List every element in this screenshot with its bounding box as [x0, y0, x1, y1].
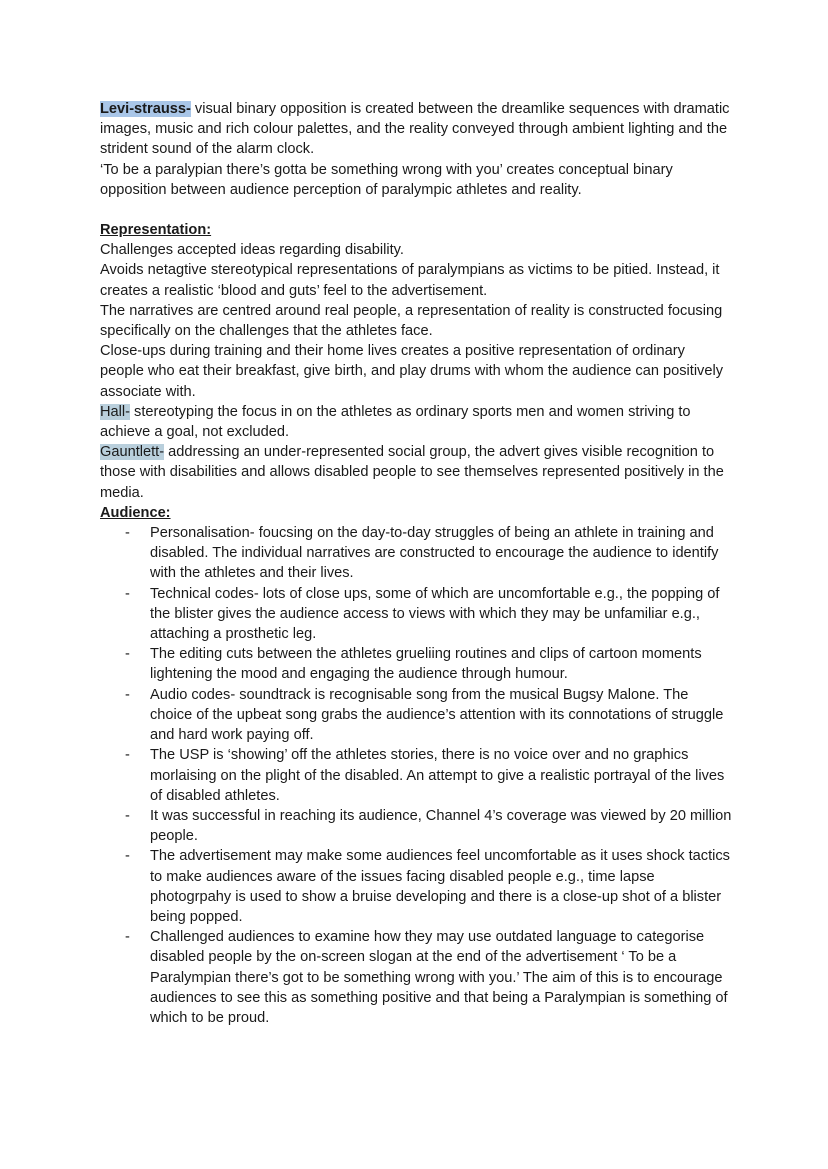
list-item-text: It was successful in reaching its audience, Channel 4’s coverage was viewed by 20 million people.	[150, 807, 732, 845]
bullet-dash: -	[125, 646, 130, 663]
levi-strauss-term: Levi-strauss-	[100, 101, 191, 117]
representation-line: Challenges accepted ideas regarding disability.	[100, 242, 404, 259]
hall-paragraph	[100, 402, 732, 442]
representation-line: Close-ups during training and their home lives creates a positive representation of ordinary people who eat their breakfast, give birth, and play drums with whom the audience can positively associate with.	[100, 343, 724, 400]
audience-heading: Audience:	[100, 504, 171, 521]
list-item	[100, 806, 732, 846]
representation-line: Avoids netagtive stereotypical representations of paralympians as victims to be pitied. Instead, it creates a realistic ‘blood and guts’ feel to the advertisement.	[100, 262, 720, 299]
spacer	[100, 200, 732, 220]
representation-line: The narratives are centred around real people, a representation of reality is constructed focusing specifically on the challenges that the athletes face.	[100, 302, 723, 340]
list-item	[100, 584, 732, 645]
list-item	[100, 846, 732, 927]
bullet-dash: -	[125, 525, 130, 542]
gauntlett-text: addressing an under-represented social group, the advert gives visible recognition to those with disabilities and allows disabled people to see themselves represented positively in the media.	[100, 444, 724, 501]
hall-term: Hall-	[100, 403, 130, 420]
binary-opposition-quote: ‘To be a paralypian there’s gotta be something wrong with you’ creates conceptual binary opposition between audience perception of paralympic athletes and reality.	[100, 161, 673, 198]
bullet-dash: -	[125, 686, 130, 703]
list-item-text: The USP is ‘showing’ off the athletes stories, there is no voice over and no graphics morlaising on the plight of the disabled. An attempt to give a realistic portrayal of the lives of disabled athletes.	[150, 747, 725, 804]
list-item	[100, 523, 732, 584]
hall-text: stereotyping the focus in on the athletes as ordinary sports men and women striving to achieve a goal, not excluded.	[100, 403, 691, 441]
list-item	[100, 927, 732, 1028]
list-item-text: Personalisation- foucsing on the day-to-day struggles of being an athlete in training and disabled. The individual narratives are constructed to encourage the audience to identify with the athletes and their lives.	[150, 525, 719, 582]
levi-strauss-paragraph	[100, 99, 732, 160]
bullet-dash: -	[125, 747, 130, 764]
list-item-text: Challenged audiences to examine how they may use outdated language to categorise disabled people by the on-screen slogan at the end of the advertisement ‘ To be a Paralympian there’s got to be something wrong with you.’ The aim of this is to encourage audiences to see this as something positive and that being a Paralympian is something of which to be proud.	[150, 929, 728, 1026]
list-item	[100, 644, 732, 684]
bullet-dash: -	[125, 807, 130, 824]
list-item-text: The advertisement may make some audiences feel uncomfortable as it uses shock tactics to make audiences aware of the issues facing disabled people e.g., time lapse photogrpahy is used to show a bruise developing and there is a close-up shot of a blister being popped.	[150, 848, 730, 925]
list-item-text: Technical codes- lots of close ups, some of which are uncomfortable e.g., the popping of the blister gives the audience access to views with which they may be unfamiliar e.g., attaching a prosthetic leg.	[150, 585, 720, 643]
audience-list	[100, 523, 732, 1028]
list-item	[100, 685, 732, 746]
bullet-dash: -	[125, 848, 130, 865]
bullet-dash: -	[125, 585, 130, 602]
bullet-dash: -	[125, 929, 130, 946]
list-item-text: Audio codes- soundtrack is recognisable song from the musical Bugsy Malone. The choice of the upbeat song grabs the audience’s attention with its connotations of struggle and hard work paying off.	[150, 686, 724, 744]
list-item	[100, 745, 732, 806]
gauntlett-term: Gauntlett-	[100, 444, 165, 461]
gauntlett-paragraph	[100, 442, 732, 503]
levi-strauss-text: visual binary opposition is created between the dreamlike sequences with dramatic images, music and rich colour palettes, and the reality conveyed through ambient lighting and the strident sound of the alarm clock.	[100, 101, 730, 158]
document-page	[100, 99, 732, 1028]
list-item-text: The editing cuts between the athletes grueliing routines and clips of cartoon moments lightening the mood and engaging the audience through humour.	[150, 646, 702, 683]
representation-heading: Representation:	[100, 222, 212, 239]
